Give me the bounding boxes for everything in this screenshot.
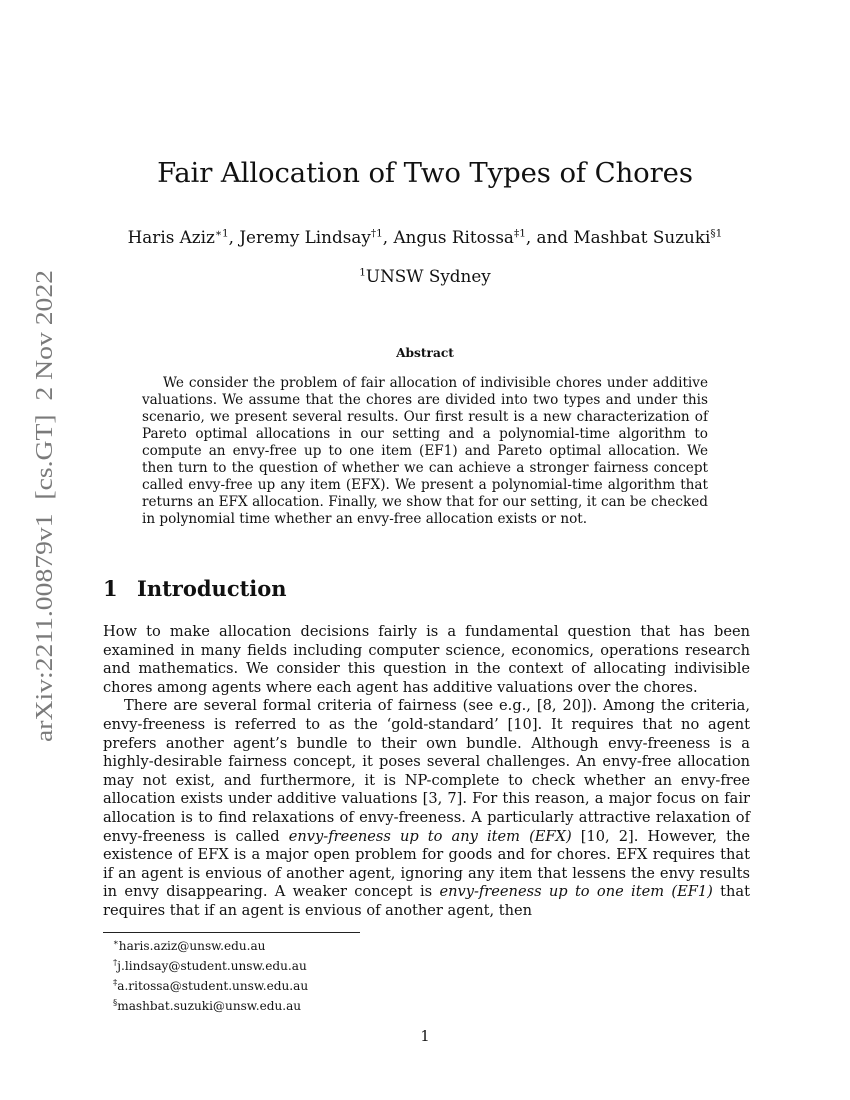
author-name: Mashbat Suzuki: [573, 227, 711, 247]
author-mark: †1: [370, 227, 383, 240]
author-mark: ‡1: [513, 227, 526, 240]
paragraph-text: There are several formal criteria of fairness (see e.g., [8, 20]). Among the criteria, envy-freeness is referred to as the ‘gold-standard’ [10]. It requires that no agent prefers another agent’s bundle to their own bundle. Although envy-freeness is a highly-desirable fairness concept, it poses several challenges. An envy-free allocation may not exist, and furthermore, it is NP-complete to check whether an envy-free allocation exists under additive valuations [3, 7]. For this reason, a major focus on fair allocation is to find relaxations of envy-freeness. A particularly attractive relaxation of envy-freeness is called: [103, 697, 750, 845]
footnote: [113, 955, 308, 975]
affiliation: [0, 266, 850, 286]
paragraph-text: [10, 2]. However, the existence of EFX is a major open problem for goods and for chores. EFX requires that if an agent is envious of another agent, ignoring any item that lessens the envy results in envy disappearing. A weaker concept is: [103, 827, 750, 901]
paragraph: [103, 697, 750, 920]
paragraph-text: that requires that if an agent is envious of another agent, then: [103, 883, 750, 919]
section-heading: [103, 576, 287, 601]
emphasis-term: envy-freeness up to any item (EFX): [288, 827, 572, 845]
footnote-email: a.ritossa@student.unsw.edu.au: [117, 979, 309, 994]
footnotes: [113, 935, 308, 1016]
footnote-divider: [103, 932, 360, 933]
body-text: [103, 623, 750, 921]
paper-title: Fair Allocation of Two Types of Chores: [157, 157, 693, 189]
author-name: Jeremy Lindsay: [239, 227, 371, 247]
footnote-mark: ∗: [113, 938, 119, 948]
section-title: Introduction: [137, 576, 287, 601]
author-list: Haris Aziz$^{∗1}$, Jeremy Lindsay$^{\dagger 1}$, Angus Ritossa$^{\ddagger 1}$, and Mashbat Suzuki$^{\S 1}$: [127, 227, 723, 247]
arxiv-identifier-text: arXiv:2211.00879v1 [cs.GT] 2 Nov 2022: [31, 327, 58, 742]
footnote-mark: †: [113, 958, 118, 969]
footnote-email: mashbat.suzuki@unsw.edu.au: [117, 999, 302, 1014]
page-number: 1: [420, 1028, 430, 1045]
author-name: Angus Ritossa: [393, 227, 514, 247]
affiliation-name: UNSW Sydney: [365, 266, 491, 286]
footnote: [113, 995, 308, 1015]
arxiv-identifier-stamp: [20, 268, 64, 744]
footnote-mark: §: [113, 998, 118, 1009]
abstract-text: We consider the problem of fair allocation of indivisible chores under additive valuations. We assume that the chores are divided into two types and under this scenario, we present several results. Our first result is a new characterization of Pareto optimal allocations in our setting and a polynomial-time algorithm to compute an envy-free up to one item (EF1) and Pareto optimal allocation. We then turn to the question of whether we can achieve a stronger fairness concept called envy-free up any item (EFX). We present a polynomial-time algorithm that returns an EFX allocation. Finally, we show that for our setting, it can be checked in polynomial time whether an envy-free allocation exists or not.: [142, 375, 708, 528]
footnote: [113, 975, 308, 995]
author-mark: ∗1: [214, 227, 229, 240]
paragraph: How to make allocation decisions fairly is a fundamental question that has been examined in many fields including computer science, economics, operations research and mathematics. We consider this question in the context of allocating indivisible chores among agents where each agent has additive valuations over the chores.: [103, 623, 750, 696]
section-number: 1: [103, 576, 118, 601]
footnote-email: haris.aziz@unsw.edu.au: [118, 939, 266, 954]
abstract-block: [142, 375, 708, 528]
footnote-mark: ‡: [113, 978, 118, 989]
footnote-email: j.lindsay@student.unsw.edu.au: [117, 959, 307, 974]
affiliation-mark: 1: [359, 266, 366, 279]
author-name: Haris Aziz: [127, 227, 215, 247]
footnote: [113, 935, 308, 955]
abstract-heading: Abstract: [396, 346, 454, 360]
emphasis-term: envy-freeness up to one item (EF1): [439, 883, 713, 901]
author-mark: §1: [710, 227, 723, 240]
